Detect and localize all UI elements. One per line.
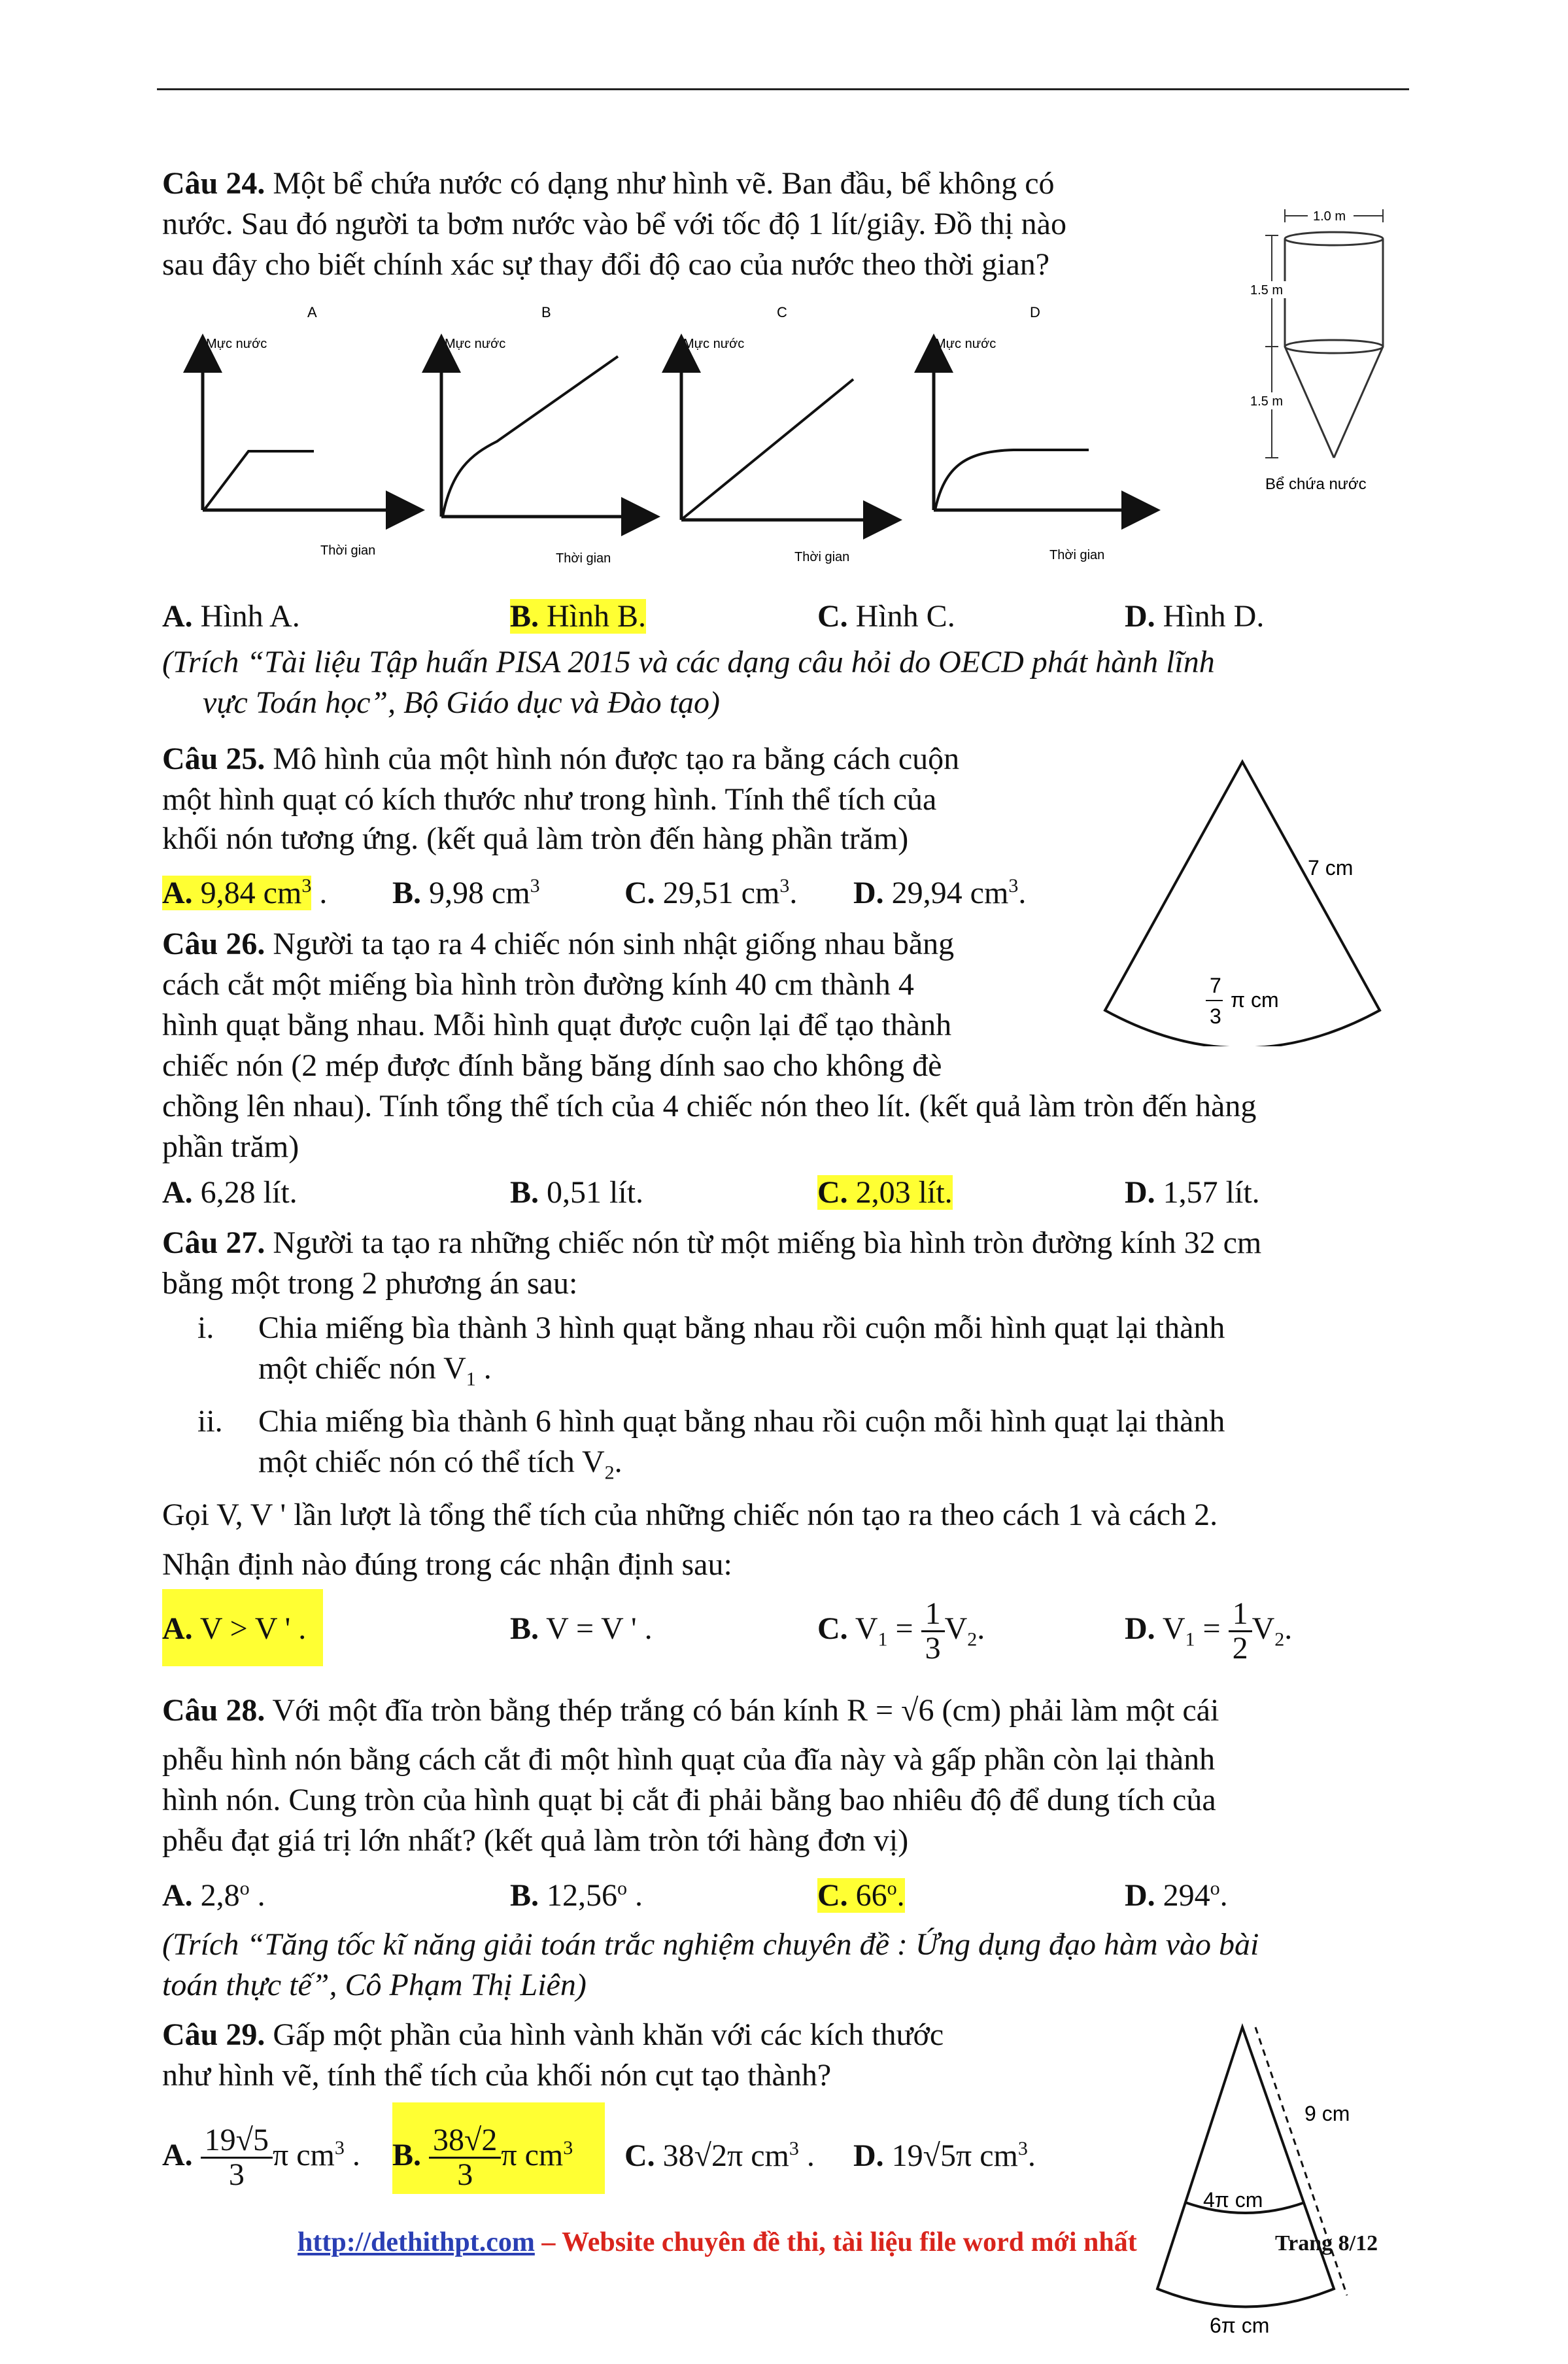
graph-c [681, 304, 883, 564]
tank-top-label: 1.0 m [1313, 209, 1346, 224]
q28-line-1: Câu 28. Với một đĩa tròn bằng thép trắng có bán kính R = √6 (cm) phải làm một cái [162, 1693, 1219, 1728]
q29-option-c: C. 38√2π $cm^3$ . [624, 2138, 815, 2173]
graph-c-letter: C [777, 304, 787, 320]
q25-label: Câu 25. [162, 742, 265, 776]
q25-option-d: D. 29,94 $cm^3$. [853, 875, 1027, 910]
tank-caption: Bể chứa nước [1265, 475, 1367, 493]
q24-text: Một bể chứa nước có dạng như hình vẽ. Ban đầu, bể không có [273, 166, 1055, 201]
q29-line-2: như hình vẽ, tính thể tích của khối nón cụt tạo thành? [162, 2058, 832, 2093]
q26-option-b: B. 0,51 lít. [510, 1175, 644, 1210]
graph-d-ylabel: Mực nước [935, 337, 997, 351]
q26-line-2: cách cắt một miếng bìa hình tròn đường kính 40 cm thành 4 [162, 967, 914, 1002]
q27-line-4: Nhận định nào đúng trong các nhận định sau: [162, 1547, 732, 1582]
q26-option-c: C. 2,03 lít. [817, 1175, 953, 1210]
q27-item-i-num: i. [197, 1310, 214, 1345]
q28-source-1: (Trích “Tăng tốc kĩ năng giải toán trắc nghiệm chuyên đề : Ứng dụng đạo hàm vào bài [162, 1927, 1259, 1962]
q24-option-a: A. Hình A. [162, 599, 300, 634]
q28-option-b: B. 12,56$^o$ . [510, 1877, 643, 1913]
q26-line-5: chồng lên nhau). Tính tổng thể tích của 4 chiếc nón theo lít. (kết quả làm tròn đến hàng [162, 1089, 1257, 1123]
graph-b [441, 304, 641, 566]
q27-line-3: Gọi V, V ' lần lượt là tổng thể tích của những chiếc nón tạo ra theo cách 1 và cách 2. [162, 1498, 1218, 1532]
graph-b-ylabel: Mực nước [445, 337, 506, 351]
q24-source-2: vực Toán học”, Bộ Giáo dục và Đào tạo) [203, 685, 720, 720]
q27-item-ii-line1: Chia miếng bìa thành 6 hình quạt bằng nhau rồi cuộn mỗi hình quạt lại thành [258, 1404, 1225, 1439]
footer-link[interactable]: http://dethithpt.com [298, 2227, 535, 2257]
tank-h2-label: 1.5 m [1250, 394, 1284, 409]
q27-label: Câu 27. [162, 1225, 265, 1260]
q29-inner-label: 4π cm [1203, 2188, 1263, 2212]
q29-annulus-figure [1138, 2014, 1399, 2341]
graph-b-letter: B [541, 304, 551, 320]
q28-line-2: phễu hình nón bằng cách cắt đi một hình quạt của đĩa này và gấp phần còn lại thành [162, 1742, 1216, 1777]
q24-line-2: nước. Sau đó người ta bơm nước vào bể với tốc độ 1 lít/giây. Đồ thị nào [162, 207, 1066, 241]
q26-line-1: Câu 26. Người ta tạo ra 4 chiếc nón sinh nhật giống nhau bằng [162, 927, 955, 961]
graph-a-letter: A [307, 304, 317, 320]
q28-source-2: toán thực tế”, Cô Phạm Thị Liên) [162, 1968, 587, 2002]
q28-option-c: C. 66$^o$. [817, 1877, 905, 1913]
q27-item-i-line1: Chia miếng bìa thành 3 hình quạt bằng nhau rồi cuộn mỗi hình quạt lại thành [258, 1310, 1225, 1345]
q26-line-6: phần trăm) [162, 1129, 299, 1164]
q24-tank-figure [1242, 196, 1425, 510]
q25-arc-num: 7 [1210, 974, 1221, 997]
q28-option-d: D. 294$^o$. [1125, 1877, 1228, 1913]
q26-option-d: D. 1,57 lít. [1125, 1175, 1260, 1210]
tank-h1-label: 1.5 m [1250, 283, 1284, 298]
graph-a-xlabel: Thời gian [320, 543, 376, 558]
q25-arc-unit: π cm [1231, 988, 1279, 1012]
q25-arc-den: 3 [1210, 1004, 1221, 1028]
q28-label: Câu 28. [162, 1693, 265, 1728]
q24-option-b: B. Hình B. [510, 599, 647, 634]
graph-c-xlabel: Thời gian [794, 550, 850, 564]
q27-line-1: Câu 27. Người ta tạo ra những chiếc nón từ một miếng bìa hình tròn đường kính 32 cm [162, 1225, 1262, 1260]
graph-b-xlabel: Thời gian [556, 551, 611, 566]
q25-line-1: Câu 25. Mô hình của một hình nón được tạo ra bằng cách cuộn [162, 742, 960, 776]
q28-line-3: hình nón. Cung tròn của hình quạt bị cắt đi phải bằng bao nhiêu độ để dung tích của [162, 1783, 1216, 1817]
page-number: Trang 8/12 [1275, 2231, 1378, 2255]
q27-line-2: bằng một trong 2 phương án sau: [162, 1266, 578, 1301]
graph-d-xlabel: Thời gian [1049, 548, 1105, 562]
q29-outer-label: 6π cm [1210, 2314, 1270, 2337]
q29-side-label: 9 cm [1304, 2102, 1350, 2125]
q26-line-3: hình quạt bằng nhau. Mỗi hình quạt được cuộn lại để tạo thành [162, 1008, 952, 1042]
q27-item-ii-num: ii. [197, 1404, 223, 1439]
q29-option-d: D. 19√5π $cm^3$. [853, 2138, 1036, 2173]
q26-line-4: chiếc nón (2 mép được đính bằng băng dính sao cho không đè [162, 1048, 942, 1083]
graph-c-ylabel: Mực nước [683, 337, 745, 351]
q28-option-a: A. 2,8$^o$ . [162, 1877, 265, 1913]
q27-item-ii-line2: một chiếc nón có thể tích $V_2$. [258, 1445, 622, 1484]
q24-option-c: C. Hình C. [817, 599, 955, 634]
q27-item-i-line2: một chiếc nón $V_1$ . [258, 1351, 492, 1390]
graph-a [203, 304, 405, 558]
q27-option-c: C. $V_1$ = $\frac{1}{3}$ $V_2$. [817, 1596, 985, 1666]
header-rule [157, 88, 1409, 90]
q29-label: Câu 29. [162, 2017, 265, 2052]
q25-line-3: khối nón tương ứng. (kết quả làm tròn đến hàng phần trăm) [162, 821, 909, 856]
q24-label: Câu 24. [162, 166, 265, 201]
q25-option-b: B. 9,98 $cm^3$ [392, 875, 540, 910]
q28-line-4: phễu đạt giá trị lớn nhất? (kết quả làm tròn tới hàng đơn vị) [162, 1823, 909, 1858]
graph-d [934, 304, 1141, 562]
q25-option-a: A. 9,84 $cm^3$ . [162, 875, 328, 910]
q29-option-b: B. $\frac{38√2}{3}$ π $cm^3$ [392, 2123, 573, 2193]
footer-text: http://dethithpt.com – Website chuyên đề thi, tài liệu file word mới nhất [298, 2227, 1137, 2257]
q29-line-1: Câu 29. Gấp một phần của hình vành khăn với các kích thước [162, 2017, 944, 2052]
q27-option-d: D. $V_1$ = $\frac{1}{2}$ $V_2$. [1125, 1596, 1293, 1666]
q25-line-2: một hình quạt có kích thước như trong hình. Tính thể tích của [162, 782, 937, 817]
q24-line-1 [162, 163, 1055, 204]
q25-side-label: 7 cm [1308, 856, 1354, 880]
q27-option-b: B. V = V ' . [510, 1611, 653, 1646]
q26-option-a: A. 6,28 lít. [162, 1175, 298, 1210]
q25-option-c: C. 29,51 $cm^3$. [624, 875, 798, 910]
q24-line-3: sau đây cho biết chính xác sự thay đổi độ cao của nước theo thời gian? [162, 247, 1050, 282]
graph-a-ylabel: Mực nước [206, 337, 267, 351]
q26-label: Câu 26. [162, 927, 265, 961]
q25-sector-figure [1085, 745, 1425, 1046]
graph-d-letter: D [1030, 304, 1040, 320]
q29-option-a: A. $\frac{19√5}{3}$ π $cm^3$ . [162, 2123, 360, 2193]
q27-option-a: A. V > V ' . [162, 1611, 307, 1646]
q24-option-d: D. Hình D. [1125, 599, 1265, 634]
q24-graphs [183, 294, 1177, 569]
q24-source-1: (Trích “Tài liệu Tập huấn PISA 2015 và các dạng câu hỏi do OECD phát hành lĩnh [162, 645, 1215, 679]
